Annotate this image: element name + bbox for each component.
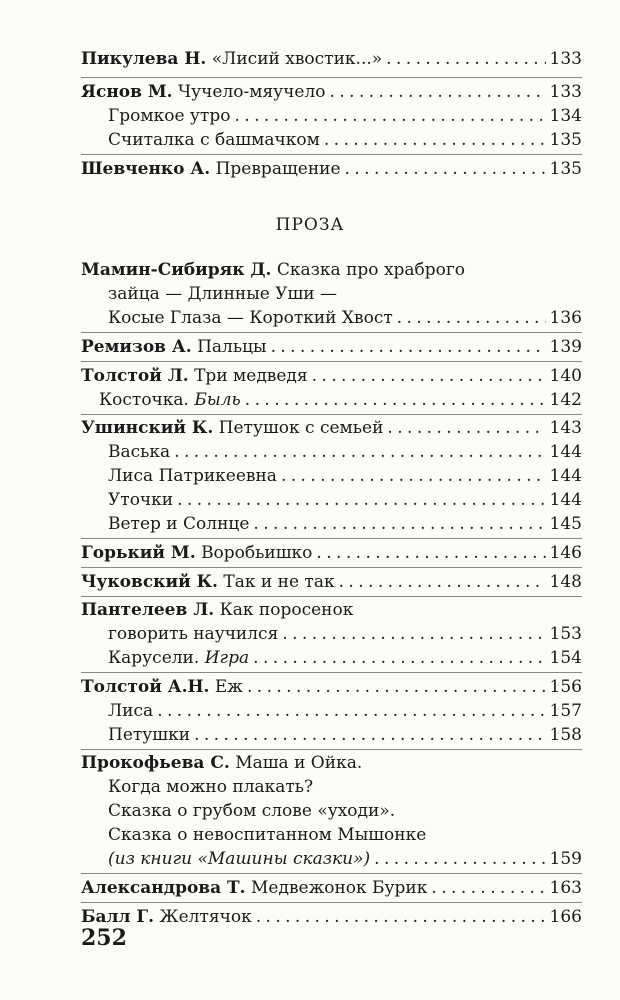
entry-page: 144: [549, 442, 582, 462]
entry-author: Толстой А.Н.: [81, 677, 210, 697]
entry-page: 156: [549, 677, 582, 697]
entry-title: Чучело-мяучело: [178, 82, 326, 102]
entry-title: Уточки: [108, 490, 174, 510]
entry-author: Пикулева Н.: [81, 49, 207, 69]
entry-title: Петушки: [108, 725, 191, 745]
toc-entry: [108, 512, 582, 536]
entry-page: 159: [549, 849, 582, 869]
entry-title-line5: (из книги «Машины сказки»): [108, 849, 371, 869]
entry-page: 135: [549, 130, 582, 150]
entry-author: Мамин-Сибиряк Д.: [81, 260, 272, 280]
entry-page: 135: [549, 159, 582, 179]
entry-author: Чуковский К.: [81, 572, 218, 592]
entry-title: Считалка с башмачком: [108, 130, 320, 150]
entry-author: Балл Г.: [81, 907, 155, 927]
entry-author: Шевченко А.: [81, 159, 211, 179]
entry-divider: [81, 873, 582, 874]
toc-entry-cont: [108, 282, 582, 306]
dot-leader: [387, 416, 545, 440]
toc-entry: [81, 675, 582, 699]
dot-leader: [431, 876, 545, 900]
entry-page: 153: [549, 624, 582, 644]
dot-leader: [253, 512, 545, 536]
entry-title: Лиса Патрикеевна: [108, 466, 277, 486]
dot-leader: [374, 847, 545, 871]
entry-author: Ушинский К.: [81, 418, 214, 438]
toc-entry-cont: [108, 847, 582, 871]
entry-author: Горький М.: [81, 543, 196, 563]
entry-page: 134: [549, 106, 582, 126]
toc-entry-cont: [108, 775, 582, 799]
entry-author: Пантелеев Л.: [81, 600, 215, 620]
entry-title: «Лисий хвостик...»: [211, 49, 383, 69]
dot-leader: [330, 80, 546, 104]
entry-page: 140: [549, 366, 582, 386]
entry-divider: [81, 538, 582, 539]
entry-title: Три медведя: [194, 366, 308, 386]
entry-page: 163: [549, 878, 582, 898]
entry-page: 144: [549, 490, 582, 510]
toc-entry: [81, 541, 582, 565]
entry-divider: [81, 77, 582, 78]
entry-page: 142: [549, 390, 582, 410]
entry-subtitle: Игра: [204, 648, 250, 668]
entry-author: Толстой Л.: [81, 366, 189, 386]
entry-divider: [81, 672, 582, 673]
entry-page: 133: [549, 82, 582, 102]
dot-leader: [282, 622, 545, 646]
entry-title: Ветер и Солнце: [108, 514, 250, 534]
toc-entry: [81, 598, 582, 622]
entry-title: Так и не так: [223, 572, 335, 592]
entry-title-line4: Сказка о невоспитанном Мышонке: [108, 825, 427, 845]
dot-leader: [281, 464, 546, 488]
toc-entry: [81, 905, 582, 929]
dot-leader: [256, 905, 546, 929]
entry-divider: [81, 749, 582, 750]
entry-title: Пальцы: [197, 337, 267, 357]
toc-entry: [81, 157, 582, 181]
toc-entry-cont: [108, 306, 582, 330]
entry-title: Косточка.: [99, 390, 189, 410]
entry-page: 139: [549, 337, 582, 357]
toc-entry: [108, 723, 582, 747]
dot-leader: [157, 699, 545, 723]
toc-entry: [81, 364, 582, 388]
entry-title: Маша и Ойка.: [235, 753, 363, 773]
dot-leader: [194, 723, 545, 747]
toc-entry: [81, 80, 582, 104]
entry-title: Желтячок: [159, 907, 252, 927]
entry-title: Петушок с семьей: [218, 418, 384, 438]
entry-page: 133: [549, 49, 582, 69]
entry-title-line2: зайца — Длинные Уши —: [108, 284, 338, 304]
page-number: 252: [81, 925, 127, 951]
toc-entry: [81, 570, 582, 594]
dot-leader: [253, 646, 545, 670]
entry-divider: [81, 596, 582, 597]
entry-title: Воробьишко: [201, 543, 313, 563]
entry-title-line2: говорить научился: [108, 624, 279, 644]
entry-divider: [81, 902, 582, 903]
entry-page: 144: [549, 466, 582, 486]
dot-leader: [234, 104, 545, 128]
entry-title: Как поросенок: [219, 600, 354, 620]
entry-title-line3: Сказка о грубом слове «уходи».: [108, 801, 396, 821]
entry-title-line2: Когда можно плакать?: [108, 777, 314, 797]
entry-page: 158: [549, 725, 582, 745]
entry-author: Прокофьева С.: [81, 753, 230, 773]
toc-entry: [81, 416, 582, 440]
entry-page: 157: [549, 701, 582, 721]
entry-author: Ремизов А.: [81, 337, 192, 357]
toc-entry: [108, 440, 582, 464]
entry-title: Сказка про храброго: [276, 260, 466, 280]
entry-title-line3: Косые Глаза — Короткий Хвост: [108, 308, 393, 328]
entry-title: Громкое утро: [108, 106, 231, 126]
dot-leader: [174, 440, 545, 464]
toc-entry-cont: [108, 823, 582, 847]
dot-leader: [397, 306, 546, 330]
toc-entry: [81, 47, 582, 71]
entry-page: 166: [549, 907, 582, 927]
toc-entry: [108, 464, 582, 488]
entry-page: 154: [549, 648, 582, 668]
entry-divider: [81, 414, 582, 415]
dot-leader: [324, 128, 546, 152]
entry-page: 148: [549, 572, 582, 592]
entry-page: 146: [549, 543, 582, 563]
section-heading: ПРОЗА: [275, 215, 345, 235]
dot-leader: [386, 47, 545, 71]
entry-subtitle: Быль: [194, 390, 241, 410]
entry-divider: [81, 154, 582, 155]
dot-leader: [271, 335, 546, 359]
entry-author: Александрова Т.: [81, 878, 246, 898]
toc-entry: [81, 751, 582, 775]
toc-entry: [108, 488, 582, 512]
entry-title: Медвежонок Бурик: [251, 878, 428, 898]
dot-leader: [316, 541, 545, 565]
dot-leader: [245, 388, 546, 412]
entry-divider: [81, 361, 582, 362]
toc-entry: [81, 258, 582, 282]
dot-leader: [247, 675, 546, 699]
toc-entry: [81, 876, 582, 900]
toc-entry-cont: [108, 622, 582, 646]
toc-entry: [108, 128, 582, 152]
toc-entry: [108, 699, 582, 723]
entry-author: Яснов М.: [81, 82, 173, 102]
dot-leader: [339, 570, 546, 594]
toc-entry: [108, 104, 582, 128]
toc-entry-cont: [108, 799, 582, 823]
toc-entry: [81, 335, 582, 359]
entry-page: 145: [549, 514, 582, 534]
dot-leader: [312, 364, 546, 388]
entry-title: Превращение: [215, 159, 341, 179]
toc-entry: [108, 646, 582, 670]
entry-page: 136: [549, 308, 582, 328]
entry-divider: [81, 332, 582, 333]
dot-leader: [345, 157, 546, 181]
entry-title: Карусели.: [108, 648, 200, 668]
dot-leader: [177, 488, 545, 512]
entry-divider: [81, 567, 582, 568]
entry-title: Лиса: [108, 701, 154, 721]
toc-entry: [99, 388, 582, 412]
entry-title: Еж: [214, 677, 243, 697]
entry-title: Васька: [108, 442, 171, 462]
entry-page: 143: [549, 418, 582, 438]
